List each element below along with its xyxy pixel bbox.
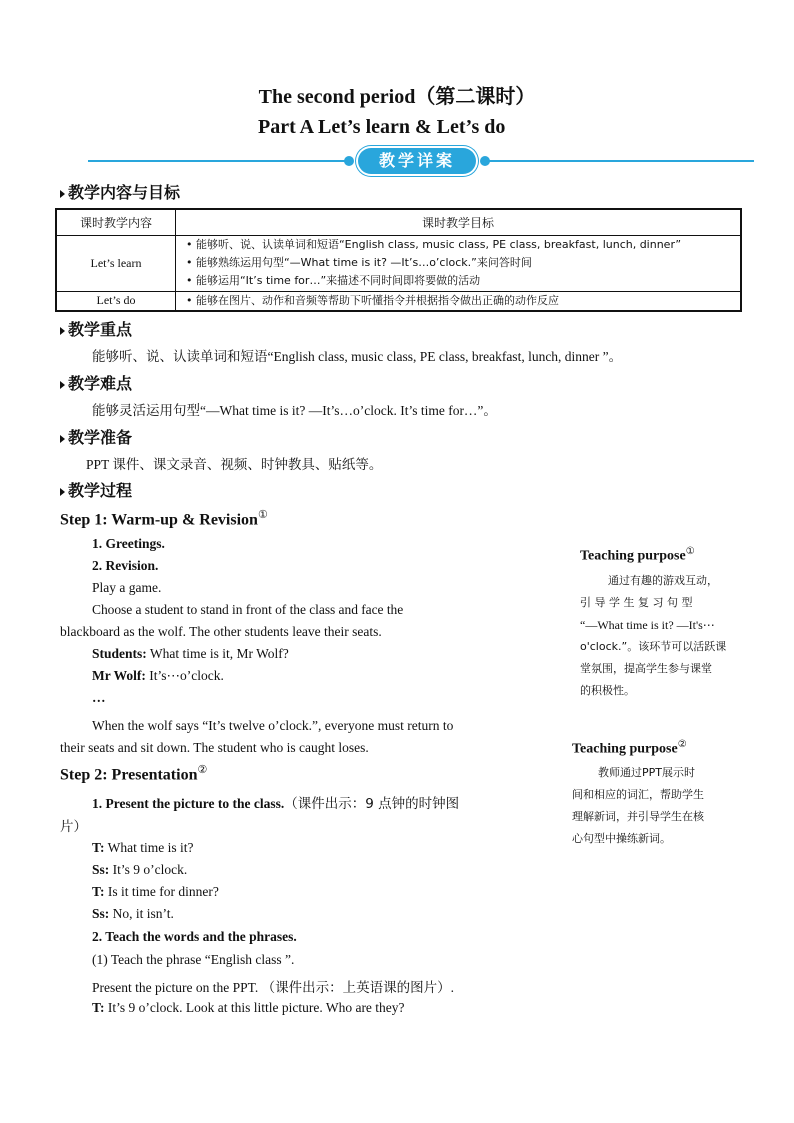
section-banner: 教学详案 [358, 148, 476, 174]
step2-title: Step 2: Presentation [60, 766, 198, 784]
table-header-content: 课时教学内容 [56, 209, 176, 235]
speaker-text: No, it isn’t. [109, 906, 174, 921]
purpose-line: 理解新词，并引导学生在核 [572, 810, 704, 823]
step1-revision: 2. Revision. [92, 558, 159, 573]
table-cell-goals [176, 291, 742, 311]
footnote-mark: ① [685, 546, 695, 557]
goal-item: • 能够运用“It’s time for…”来描述不同时间即将要做的活动 [186, 274, 481, 287]
purpose-title-text: Teaching purpose [580, 548, 686, 564]
table-row [56, 235, 741, 291]
page-subtitle: Part A Let’s learn & Let’s do [258, 116, 506, 138]
speaker-label: Ss: [92, 906, 110, 921]
dialog-line [92, 906, 174, 922]
banner-dot-right [480, 156, 490, 166]
purpose2-title [572, 739, 687, 758]
speaker-text: It’s 9 o’clock. Look at this little picture. Who are they? [104, 1000, 405, 1015]
speaker-label: Students: [92, 646, 147, 661]
present-note: （课件出示：9 点钟的时钟图 [284, 796, 460, 812]
step2-heading [60, 763, 207, 784]
purpose-line: “—What time is it? —It's⋯ [580, 618, 715, 632]
section-heading-content [60, 180, 180, 203]
step2-teach: 2. Teach the words and the phrases. [92, 929, 297, 944]
triangle-bullet-icon [60, 435, 65, 443]
step1-when-line1: When the wolf says “It’s twelve o’clock.”, everyone must return to [92, 718, 454, 733]
dialog-line [92, 884, 219, 900]
section-heading-difficulties [60, 371, 132, 394]
step2-last-line [92, 1000, 405, 1016]
preparation-text: PPT 课件、课文录音、视频、时钟教具、贴纸等。 [86, 457, 383, 472]
dialog-line [92, 862, 187, 878]
triangle-bullet-icon [60, 381, 65, 389]
step1-greetings: 1. Greetings. [92, 536, 165, 551]
table-row [56, 291, 741, 311]
footnote-mark: ② [677, 739, 687, 750]
speaker-text: What time is it, Mr Wolf? [146, 646, 289, 661]
section-heading-text: 教学重点 [68, 320, 133, 339]
section-heading-text: 教学内容与目标 [68, 183, 181, 202]
step1-choose-line2: blackboard as the wolf. The other students leave their seats. [60, 624, 382, 639]
table-cell-goals [176, 235, 742, 291]
section-heading-text: 教学过程 [68, 481, 133, 500]
banner-line-right [484, 160, 754, 162]
speaker-text: What time is it? [104, 840, 194, 855]
step1-title: Step 1: Warm-up & Revision [60, 511, 258, 529]
section-heading-process [60, 478, 132, 501]
speaker-text: Is it time for dinner? [104, 884, 219, 899]
triangle-bullet-icon [60, 190, 65, 198]
section-heading-key-points [60, 317, 132, 340]
speaker-label: Mr Wolf: [92, 668, 146, 683]
table-cell-content: Let’s do [56, 291, 176, 311]
purpose1-text [580, 570, 750, 702]
step1-ellipsis: … [92, 690, 106, 705]
purpose2-text [572, 762, 750, 850]
purpose-line: o'clock.”。该环节可以活跃课 [580, 640, 727, 653]
footnote-mark: ① [257, 509, 268, 521]
purpose-line: 教师通过PPT展示时 [598, 766, 695, 779]
table-header-row [56, 209, 741, 235]
step1-choose-line1: Choose a student to stand in front of the class and face the [92, 602, 404, 617]
speaker-text: It’s 9 o’clock. [109, 862, 188, 877]
difficulties-text: 能够灵活运用句型“—What time is it? —It’s…o’clock. It’s time for…”。 [92, 403, 497, 418]
step2-teach-1: (1) Teach the phrase “English class ”. [92, 952, 295, 967]
section-heading-preparation [60, 425, 132, 448]
objectives-table [55, 208, 742, 312]
banner-dot-left [344, 156, 354, 166]
step2-present-line2: 片） [60, 819, 87, 835]
speaker-label: T: [92, 1000, 105, 1015]
section-heading-text: 教学准备 [68, 428, 133, 447]
dialog-line [92, 840, 193, 856]
present-bold: 1. Present the picture to the class. [92, 796, 285, 811]
purpose-line: 的积极性。 [580, 684, 635, 697]
purpose-line: 心句型中操练新词。 [572, 832, 671, 845]
speaker-label: T: [92, 840, 105, 855]
step2-present-line1 [92, 792, 459, 812]
goal-item: • 能够熟练运用句型“—What time is it? —It’s…o’clock.”来问答时间 [186, 256, 532, 269]
speaker-text: It’s⋯o’clock. [145, 668, 224, 683]
speaker-label: Ss: [92, 862, 110, 877]
table-cell-content: Let’s learn [56, 235, 176, 291]
purpose-line: 引 导 学 生 复 习 句 型 [580, 596, 693, 609]
purpose1-title [580, 546, 695, 565]
triangle-bullet-icon [60, 327, 65, 335]
step1-when-line2: their seats and sit down. The student who is caught loses. [60, 740, 369, 755]
goal-item: • 能够在图片、动作和音频等帮助下听懂指令并根据指令做出正确的动作反应 [186, 293, 559, 307]
page-title: The second period（第二课时） [258, 86, 536, 108]
key-points-text: 能够听、说、认读单词和短语“English class, music class, PE class, breakfast, lunch, dinner ”。 [92, 349, 623, 364]
banner-line-left [88, 160, 350, 162]
step1-wolf-line [92, 668, 224, 684]
purpose-line: 堂氛围，提高学生参与课堂 [580, 662, 712, 675]
step1-students-line [92, 646, 289, 662]
goal-item: • 能够听、说、认读单词和短语“English class, music class, PE class, breakfast, lunch, dinner” [186, 238, 682, 251]
triangle-bullet-icon [60, 488, 65, 496]
step2-ppt-line: Present the picture on the PPT. （课件出示：上英语课的图片）. [92, 980, 454, 995]
table-header-goals: 课时教学目标 [176, 209, 742, 235]
purpose-title-text: Teaching purpose [572, 741, 678, 757]
footnote-mark: ② [197, 764, 208, 776]
purpose-line: 间和相应的词汇，帮助学生 [572, 788, 704, 801]
section-heading-text: 教学难点 [68, 374, 133, 393]
speaker-label: T: [92, 884, 105, 899]
step1-heading [60, 508, 268, 529]
purpose-line: 通过有趣的游戏互动， [608, 574, 718, 587]
step1-play: Play a game. [92, 580, 162, 595]
